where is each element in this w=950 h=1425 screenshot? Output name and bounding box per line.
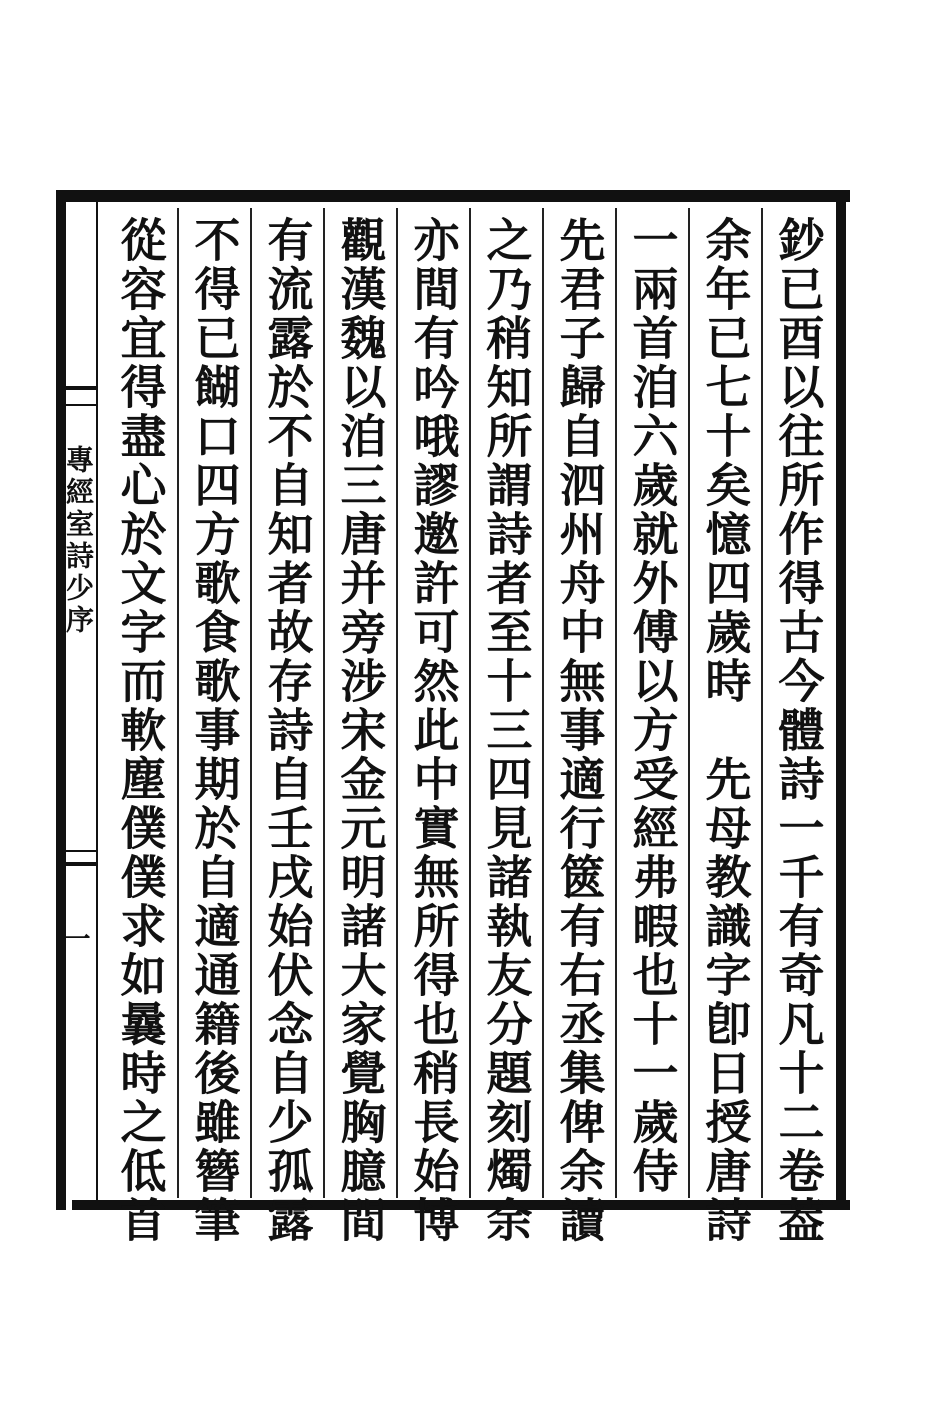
column-text: 亦間有吟哦謬邀許可然此中實無所得也稍長始博 <box>406 216 461 1245</box>
column-text: 余年已七十矣憶四歲時 先母教識字卽日授唐詩 <box>698 216 753 1245</box>
frame-border-right <box>836 190 846 1210</box>
column-text: 一兩首洎六歲就外傅以方受經弗暇也十一歲侍 <box>625 216 680 1196</box>
text-column <box>542 208 615 1245</box>
text-column <box>323 208 396 1245</box>
text-column <box>250 208 323 1245</box>
frame-border-left <box>56 190 66 1210</box>
text-column <box>396 208 469 1245</box>
spine-book-title: 專經室詩少序 <box>62 445 95 637</box>
text-column <box>688 208 761 1245</box>
spine-divider <box>96 202 98 1200</box>
text-column <box>761 208 834 1245</box>
text-column <box>469 208 542 1245</box>
page-frame <box>56 190 850 1245</box>
text-columns <box>104 208 834 1245</box>
fishtail-mark-bottom <box>56 850 96 866</box>
text-column <box>104 208 177 1245</box>
fishtail-mark-top <box>56 386 96 406</box>
spine-page-number: 一 <box>60 925 90 951</box>
column-text: 不得已餬口四方歌食歌事期於自適通籍後雖簪筆 <box>187 216 242 1245</box>
text-column <box>615 208 688 1198</box>
text-column <box>177 208 250 1245</box>
column-text: 先君子歸自泗州舟中無事適行篋有右丞集俾余讀 <box>552 216 607 1245</box>
column-text: 從容宜得盡心於文字而軟塵僕僕求如曩時之低首 <box>113 216 168 1245</box>
column-text: 有流露於不自知者故存詩自壬戌始伏念自少孤露 <box>260 216 315 1245</box>
column-text: 觀漢魏以洎三唐并旁涉宋金元明諸大家覺胸臆間 <box>333 216 388 1245</box>
column-text: 之乃稍知所謂詩者至十三四見諸執友分題刻燭余 <box>479 216 534 1245</box>
column-text: 鈔已酉以往所作得古今體詩一千有奇凡十二卷葢 <box>771 216 826 1245</box>
frame-border-top <box>56 190 850 202</box>
